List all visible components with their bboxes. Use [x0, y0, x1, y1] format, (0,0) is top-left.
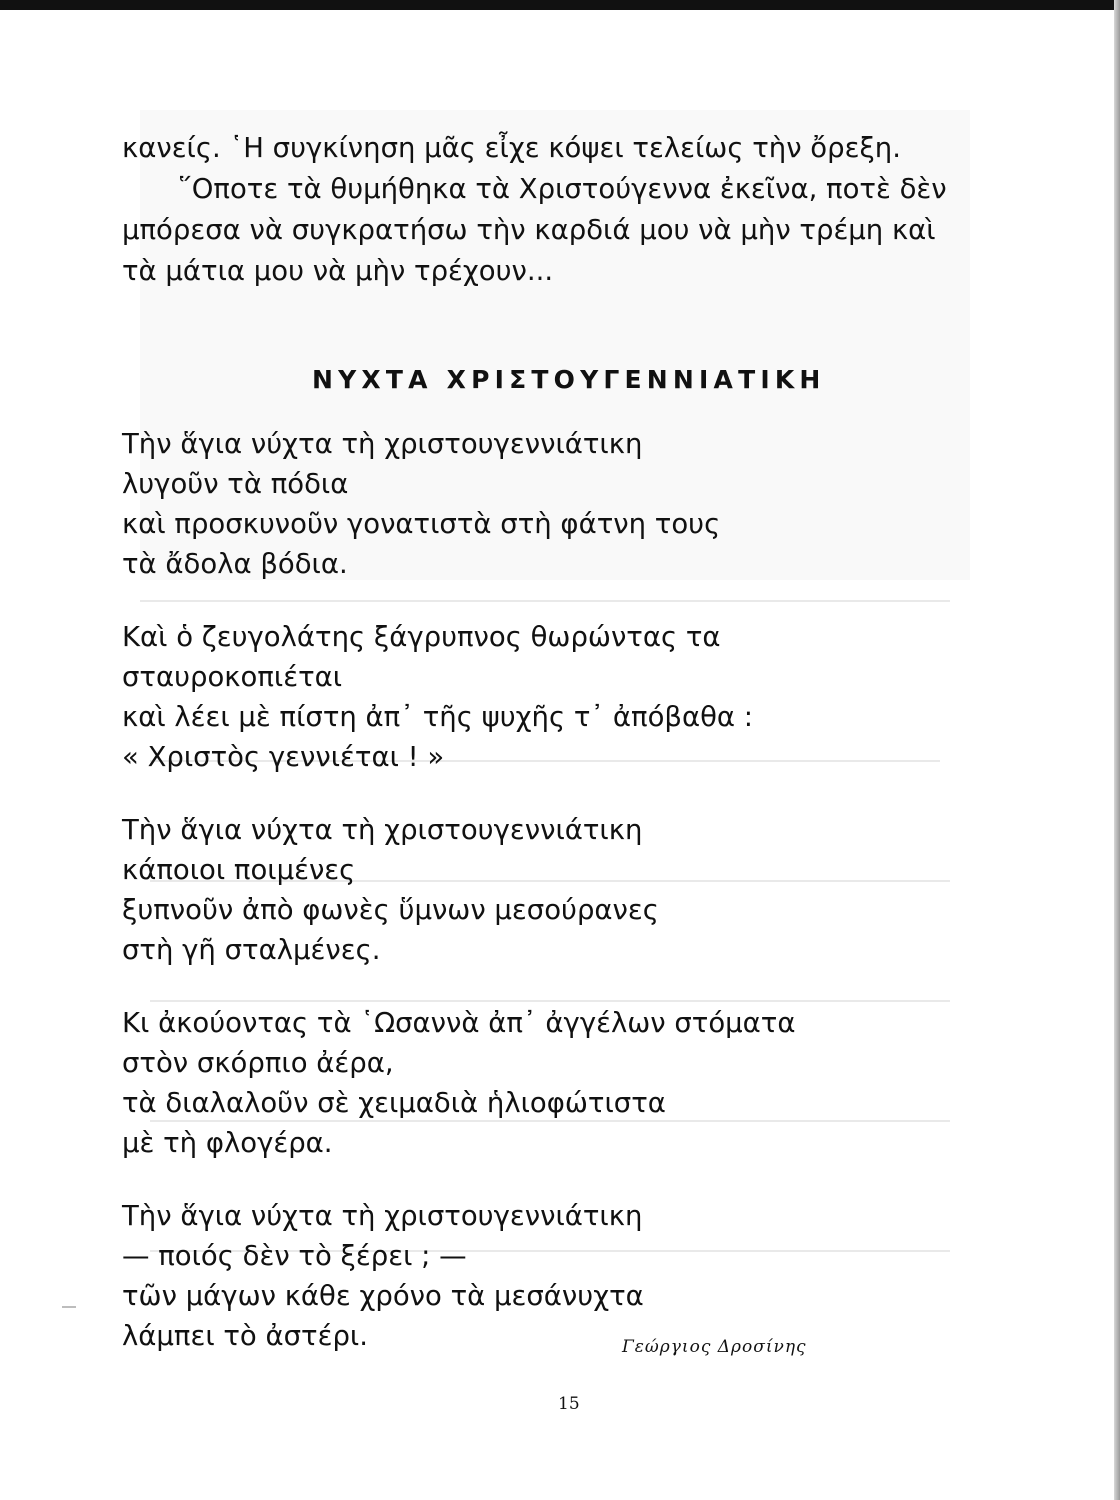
prose-line: τὰ μάτια μου νὰ μὴν τρέχουν...: [122, 255, 554, 287]
poem-line: λάμπει τὸ ἀστέρι.: [122, 1320, 368, 1352]
poem-line: καὶ λέει μὲ πίστη ἀπ᾽ τῆς ψυχῆς τ᾽ ἀπόβαθα :: [122, 701, 754, 733]
poem-line: στὸν σκόρπιο ἀέρα,: [122, 1047, 394, 1079]
poem-line: καὶ προσκυνοῦν γονατιστὰ στὴ φάτνη τους: [122, 508, 721, 540]
prose-paragraph: [122, 128, 992, 292]
poem-line: ξυπνοῦν ἀπὸ φωνὲς ὕμνων μεσούρανες: [122, 894, 659, 926]
poem-stanza: [122, 1003, 1022, 1163]
poem-line: λυγοῦν τὰ πόδια: [122, 468, 349, 500]
poem-body: [122, 424, 1022, 1389]
poem-line: Καὶ ὁ ζευγολάτης ξάγρυπνος θωρώντας τα: [122, 621, 721, 653]
poem-line: τὰ διαλαλοῦν σὲ χειμαδιὰ ἡλιοφώτιστα: [122, 1087, 666, 1119]
poem-line: τὰ ἄδολα βόδια.: [122, 548, 348, 580]
prose-line: ῞Οποτε τὰ θυμήθηκα τὰ Χριστούγεννα ἐκεῖνα, ποτὲ δὲν: [178, 173, 947, 205]
poem-stanza: [122, 810, 1022, 970]
poem-title: ΝΥΧΤΑ ΧΡΙΣΤΟΥΓΕΝΝΙΑΤΙΚΗ: [312, 365, 826, 394]
poem-line: Τὴν ἅγια νύχτα τὴ χριστουγεννιάτικη: [122, 814, 643, 846]
poem-stanza: [122, 424, 1022, 584]
poem-author: Γεώργιος Δροσίνης: [622, 1337, 807, 1357]
poem-line: κάποιοι ποιμένες: [122, 854, 356, 886]
scan-top-border: [0, 0, 1120, 10]
scan-right-edge: [1114, 0, 1120, 1500]
poem-line: Τὴν ἅγια νύχτα τὴ χριστουγεννιάτικη: [122, 1200, 643, 1232]
poem-stanza: [122, 1196, 1022, 1356]
poem-stanza: [122, 617, 1022, 777]
margin-mark: [62, 1306, 76, 1308]
page-number: 15: [558, 1394, 580, 1414]
poem-line: μὲ τὴ φλογέρα.: [122, 1127, 333, 1159]
poem-line: τῶν μάγων κάθε χρόνο τὰ μεσάνυχτα: [122, 1280, 644, 1312]
poem-line: Κι ἀκούοντας τὰ ῾Ωσαννὰ ἀπ᾽ ἀγγέλων στόματα: [122, 1007, 796, 1039]
prose-line: κανείς. ῾Η συγκίνηση μᾶς εἶχε κόψει τελείως τὴν ὄρεξη.: [122, 132, 901, 164]
prose-line: μπόρεσα νὰ συγκρατήσω τὴν καρδιά μου νὰ μὴν τρέμη καὶ: [122, 214, 936, 246]
poem-line: στὴ γῆ σταλμένες.: [122, 934, 381, 966]
poem-line: σταυροκοπιέται: [122, 661, 343, 693]
poem-line: « Χριστὸς γεννιέται ! »: [122, 741, 445, 773]
poem-line: — ποιός δὲν τὸ ξέρει ; —: [122, 1240, 467, 1272]
poem-line: Τὴν ἅγια νύχτα τὴ χριστουγεννιάτικη: [122, 428, 643, 460]
